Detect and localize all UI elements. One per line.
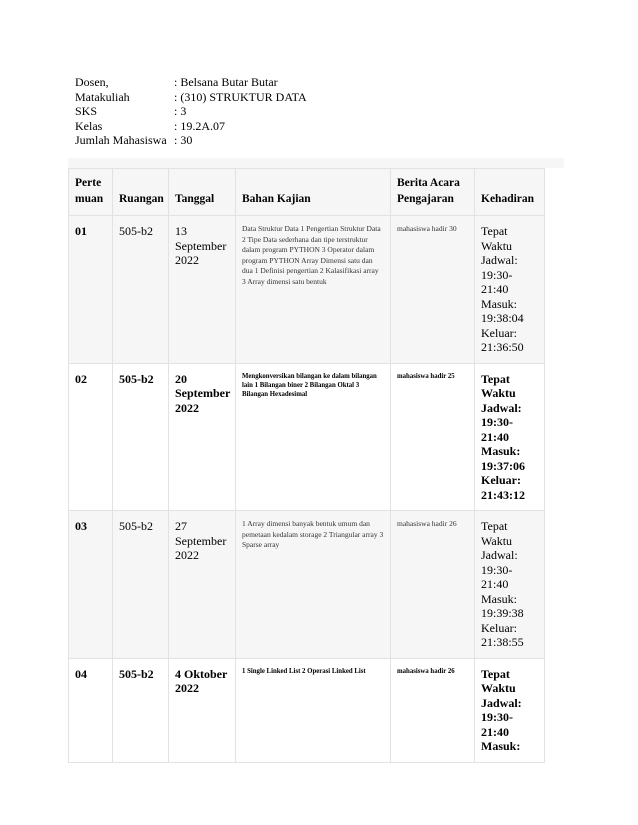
cell-tanggal: 4 Oktober 2022 [169, 658, 236, 762]
cell-ruangan: 505-b2 [113, 363, 169, 511]
cell-bahan-kajian: Mengkonversikan bilangan ke dalam bilangan lain 1 Bilangan biner 2 Bilangan Oktal 3 Bilangan Hexadesimal [236, 363, 391, 511]
header-kehadiran: Kehadiran [475, 169, 545, 216]
kehadiran-line: 21:38:55 [481, 635, 524, 649]
info-value: : 3 [174, 104, 187, 118]
table-header-row [69, 169, 545, 216]
kehadiran-line: 21:40 [481, 429, 509, 444]
cell-pertemuan: 01 [69, 216, 113, 364]
cell-ruangan: 505-b2 [113, 658, 169, 762]
kehadiran-line: 19:39:38 [481, 606, 524, 620]
info-label: Dosen, [75, 75, 109, 89]
cell-bahan-kajian: 1 Single Linked List 2 Operasi Linked List [236, 658, 391, 762]
cell-berita-acara: mahasiswa hadir 25 [391, 363, 475, 511]
kehadiran-line: Tepat [481, 666, 510, 681]
table-row [69, 363, 545, 511]
kehadiran-line: Waktu [481, 533, 513, 548]
info-label: SKS [75, 104, 98, 118]
cell-berita-acara: mahasiswa hadir 26 [391, 658, 475, 762]
info-row-kelas [75, 119, 307, 134]
kehadiran-line: Keluar: [481, 620, 517, 635]
kehadiran-line: 21:43:12 [481, 487, 525, 502]
cell-kehadiran [475, 216, 545, 364]
info-label: Kelas [75, 118, 103, 133]
info-label: Jumlah Mahasiswa [75, 133, 167, 147]
kehadiran-line: Tepat [481, 519, 508, 533]
table-row [69, 511, 545, 659]
kehadiran-line: Jadwal: [481, 548, 518, 562]
kehadiran-line: Tepat [481, 224, 508, 238]
cell-berita-acara: mahasiswa hadir 30 [391, 216, 475, 364]
header-bahan-kajian: Bahan Kajian [236, 169, 391, 216]
cell-tanggal: 27 September 2022 [169, 511, 236, 659]
table-row [69, 216, 545, 364]
table-top-shade [68, 158, 564, 168]
attendance-table [68, 168, 545, 763]
kehadiran-line: Waktu [481, 238, 513, 253]
info-value: : (310) STRUKTUR DATA [174, 89, 307, 104]
kehadiran-line: 21:40 [481, 282, 509, 296]
cell-pertemuan: 03 [69, 511, 113, 659]
info-row-matakuliah [75, 90, 307, 105]
cell-tanggal: 20 September 2022 [169, 363, 236, 511]
header-berita-acara: Berita Acara Pengajaran [391, 169, 475, 216]
cell-berita-acara: mahasiswa hadir 26 [391, 511, 475, 659]
kehadiran-line: Keluar: [481, 325, 517, 340]
kehadiran-line: Jadwal: [481, 253, 518, 267]
info-row-sks [75, 104, 307, 119]
cell-kehadiran [475, 363, 545, 511]
info-row-dosen [75, 75, 307, 90]
cell-bahan-kajian: 1 Array dimensi banyak bentuk umum dan pemetaan kedalam storage 2 Triangular array 3 Sparse array [236, 511, 391, 659]
kehadiran-line: 19:30- [481, 415, 513, 429]
kehadiran-line: Masuk: [481, 296, 517, 311]
kehadiran-line: 19:37:06 [481, 458, 525, 473]
cell-tanggal: 13 September 2022 [169, 216, 236, 364]
info-row-jumlah-mahasiswa [75, 133, 307, 148]
cell-pertemuan: 04 [69, 658, 113, 762]
kehadiran-line: 19:30- [481, 267, 513, 282]
header-tanggal: Tanggal [169, 169, 236, 216]
kehadiran-line: Waktu [481, 386, 516, 400]
kehadiran-line: 19:30- [481, 710, 513, 724]
info-value: : 19.2A.07 [174, 118, 225, 133]
kehadiran-line: Tepat [481, 371, 510, 386]
kehadiran-line: 21:36:50 [481, 340, 524, 354]
kehadiran-line: Jadwal: [481, 400, 522, 415]
course-info [75, 75, 307, 148]
info-label: Matakuliah [75, 89, 130, 104]
info-value: : 30 [174, 133, 193, 147]
cell-kehadiran [475, 658, 545, 762]
kehadiran-line: Keluar: [481, 473, 521, 487]
info-value: : Belsana Butar Butar [174, 75, 278, 89]
kehadiran-line: 19:38:04 [481, 311, 524, 325]
kehadiran-line: Masuk: [481, 591, 517, 606]
cell-bahan-kajian: Data Struktur Data 1 Pengertian Struktur Data 2 Tipe Data sederhana dan tipe terstruktur dalam program PYTHON 3 Operator dalam program PYTHON Array Dimensi satu dan dua 1 Definisi pengertian 2 Kalasifikasi array 3 Array dimensi satu bentuk [236, 216, 391, 364]
cell-ruangan: 505-b2 [113, 511, 169, 659]
cell-pertemuan: 02 [69, 363, 113, 511]
header-ruangan: Ruangan [113, 169, 169, 216]
kehadiran-line: 21:40 [481, 724, 509, 739]
kehadiran-line: Masuk: [481, 444, 521, 458]
kehadiran-line: Waktu [481, 681, 516, 695]
table-row [69, 658, 545, 762]
cell-kehadiran [475, 511, 545, 659]
cell-ruangan: 505-b2 [113, 216, 169, 364]
kehadiran-line: 21:40 [481, 577, 509, 591]
kehadiran-line: Jadwal: [481, 695, 522, 710]
kehadiran-line: 19:30- [481, 562, 513, 577]
header-pertemuan: Perte muan [69, 169, 113, 216]
kehadiran-line: Masuk: [481, 739, 521, 753]
